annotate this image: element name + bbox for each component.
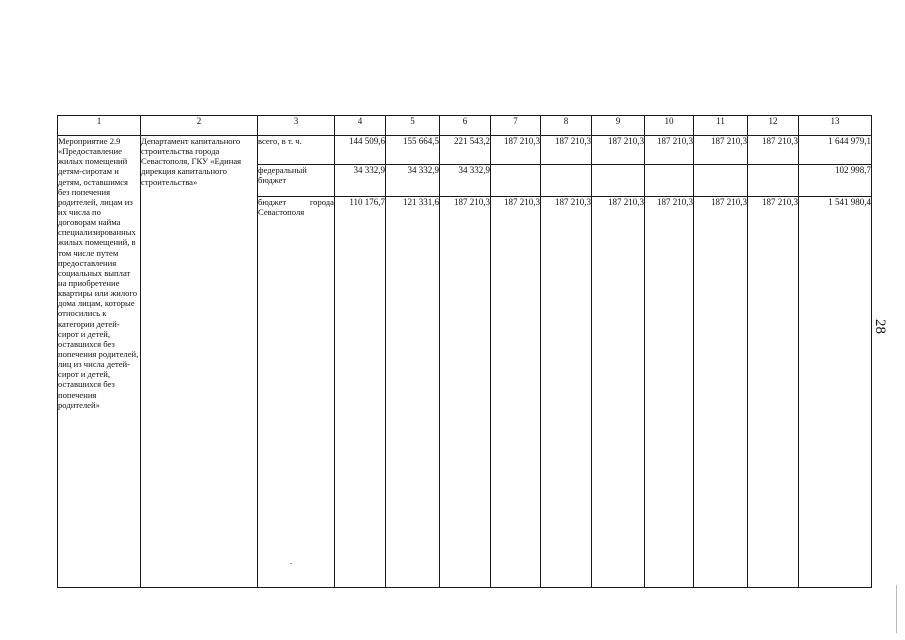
column-header: 4 bbox=[335, 116, 386, 136]
value-cell bbox=[748, 165, 799, 197]
value-cell: 121 331,6 bbox=[386, 197, 440, 588]
value-cell: 155 664,5 bbox=[386, 136, 440, 165]
source-cell: федеральный бюджет bbox=[258, 165, 335, 197]
budget-table bbox=[57, 115, 872, 588]
value-cell: 187 210,3 bbox=[541, 197, 592, 588]
column-header: 11 bbox=[694, 116, 748, 136]
source-cell: всего, в т. ч. bbox=[258, 136, 335, 165]
column-header: 12 bbox=[748, 116, 799, 136]
value-cell bbox=[541, 165, 592, 197]
value-cell: 187 210,3 bbox=[748, 136, 799, 165]
total-cell: 102 998,7 bbox=[799, 165, 872, 197]
value-cell bbox=[694, 165, 748, 197]
value-cell: 221 543,2 bbox=[440, 136, 491, 165]
value-cell: 187 210,3 bbox=[748, 197, 799, 588]
column-header: 7 bbox=[491, 116, 541, 136]
column-header: 13 bbox=[799, 116, 872, 136]
value-cell: 187 210,3 bbox=[491, 197, 541, 588]
value-cell: 110 176,7 bbox=[335, 197, 386, 588]
value-cell: 187 210,3 bbox=[541, 136, 592, 165]
value-cell: 187 210,3 bbox=[491, 136, 541, 165]
column-header: 2 bbox=[141, 116, 258, 136]
value-cell bbox=[491, 165, 541, 197]
source-cell: бюджет города Севастополя bbox=[258, 197, 335, 588]
value-cell: 34 332,9 bbox=[440, 165, 491, 197]
value-cell: 187 210,3 bbox=[592, 136, 645, 165]
value-cell: 187 210,3 bbox=[694, 197, 748, 588]
value-cell: 187 210,3 bbox=[440, 197, 491, 588]
page-number: 28 bbox=[872, 319, 888, 334]
value-cell bbox=[592, 165, 645, 197]
total-cell: 1 644 979,1 bbox=[799, 136, 872, 165]
value-cell: 34 332,9 bbox=[386, 165, 440, 197]
column-header: 9 bbox=[592, 116, 645, 136]
column-header: 1 bbox=[58, 116, 141, 136]
column-header: 10 bbox=[645, 116, 694, 136]
table-row-total bbox=[58, 136, 872, 165]
value-cell: 187 210,3 bbox=[645, 197, 694, 588]
activity-cell: Мероприятие 2.9 «Предоставление жилых помещений детям-сиротам и детям, оставшимся без попечения родителей, лицам из их числа по договорам найма специализированных жилых помещений, в том числе путем предоставления социальных выплат на приобретение квартиры или жилого дома лицам, которые относились к категории детей-сирот и детей, оставшихся без попечения родителей, лиц из числа детей-сирот и детей, оставшихся без попечения родителей» bbox=[58, 136, 141, 588]
header-row bbox=[58, 116, 872, 136]
column-header: 5 bbox=[386, 116, 440, 136]
scan-speck bbox=[290, 563, 292, 564]
value-cell: 34 332,9 bbox=[335, 165, 386, 197]
column-header: 6 bbox=[440, 116, 491, 136]
value-cell bbox=[645, 165, 694, 197]
executor-cell: Департамент капитального строительства города Севастополя, ГКУ «Единая дирекция капитального строительства» bbox=[141, 136, 258, 588]
total-cell: 1 541 980,4 bbox=[799, 197, 872, 588]
scan-edge-mark bbox=[896, 585, 897, 633]
value-cell: 187 210,3 bbox=[694, 136, 748, 165]
value-cell: 144 509,6 bbox=[335, 136, 386, 165]
column-header: 8 bbox=[541, 116, 592, 136]
column-header: 3 bbox=[258, 116, 335, 136]
value-cell: 187 210,3 bbox=[592, 197, 645, 588]
value-cell: 187 210,3 bbox=[645, 136, 694, 165]
